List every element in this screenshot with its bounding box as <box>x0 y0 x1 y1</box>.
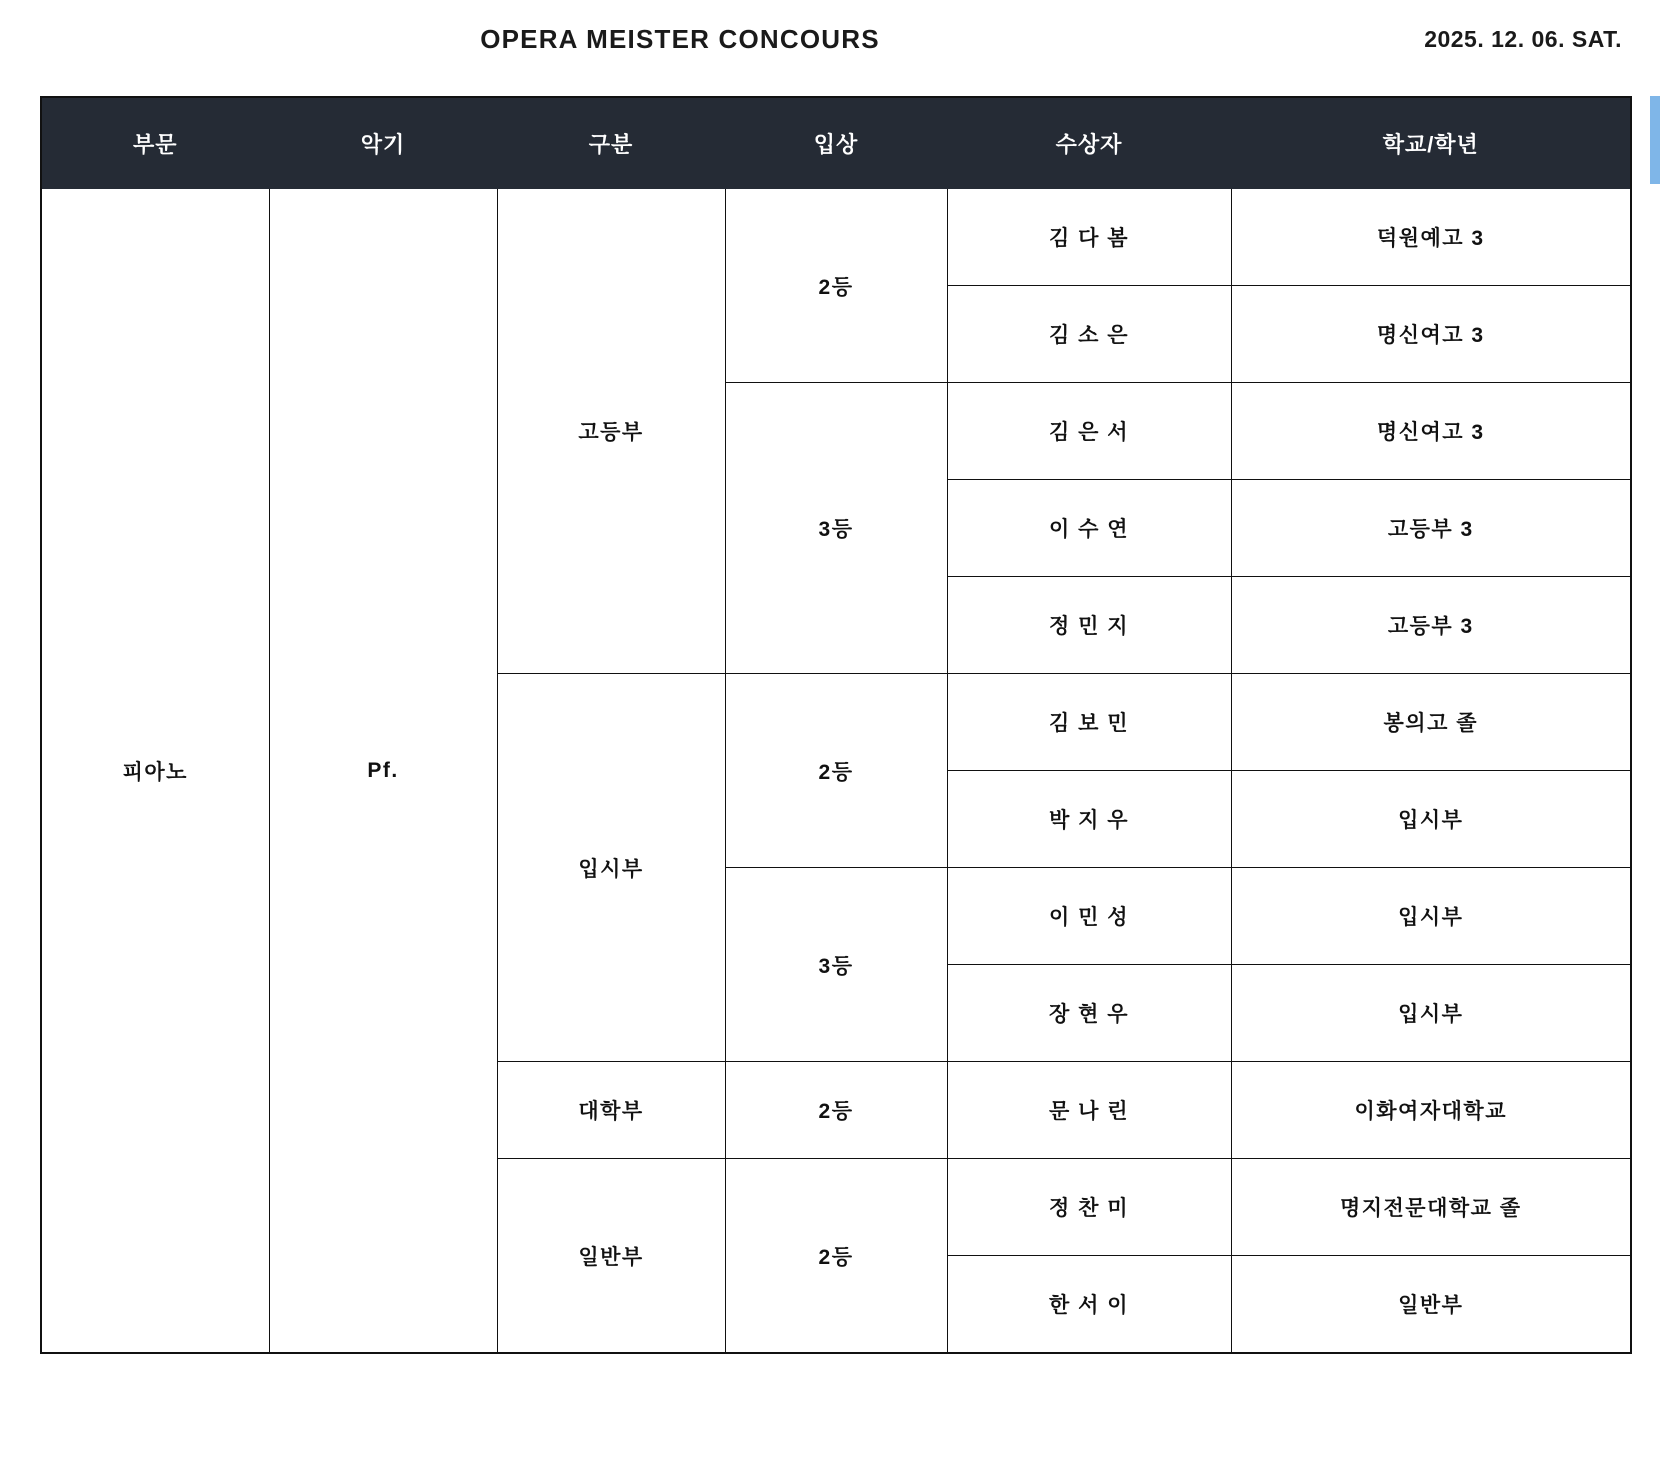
column-header-school: 학교/학년 <box>1231 97 1631 189</box>
cell-winner: 김 보 민 <box>947 674 1231 771</box>
column-header-prize: 입상 <box>725 97 947 189</box>
page-title: OPERA MEISTER CONCOURS <box>480 24 880 54</box>
table-row <box>41 189 1631 286</box>
cell-winner: 김 소 은 <box>947 286 1231 383</box>
cell-school: 덕원예고 3 <box>1231 189 1631 286</box>
column-header-part: 부문 <box>41 97 269 189</box>
cell-division: 입시부 <box>497 674 725 1062</box>
cell-prize: 3등 <box>725 868 947 1062</box>
cell-prize: 2등 <box>725 1159 947 1354</box>
cell-prize: 2등 <box>725 189 947 383</box>
cell-winner: 이 수 연 <box>947 480 1231 577</box>
cell-school: 봉의고 졸 <box>1231 674 1631 771</box>
cell-school: 명신여고 3 <box>1231 383 1631 480</box>
cell-winner: 이 민 성 <box>947 868 1231 965</box>
column-header-division: 구분 <box>497 97 725 189</box>
cell-winner: 김 은 서 <box>947 383 1231 480</box>
cell-division: 고등부 <box>497 189 725 674</box>
table-body <box>41 189 1631 1354</box>
results-table-wrapper <box>40 96 1630 1354</box>
cell-prize: 2등 <box>725 674 947 868</box>
cell-school: 입시부 <box>1231 868 1631 965</box>
scrollbar-indicator[interactable] <box>1650 96 1660 184</box>
cell-winner: 정 민 지 <box>947 577 1231 674</box>
cell-winner: 김 다 봄 <box>947 189 1231 286</box>
document-date: 2025. 12. 06. SAT. <box>1424 26 1622 52</box>
results-table <box>40 96 1632 1354</box>
cell-winner: 문 나 린 <box>947 1062 1231 1159</box>
cell-division: 일반부 <box>497 1159 725 1354</box>
document-header <box>0 24 1660 68</box>
cell-school: 명신여고 3 <box>1231 286 1631 383</box>
cell-part: 피아노 <box>41 189 269 1354</box>
cell-school: 명지전문대학교 졸 <box>1231 1159 1631 1256</box>
column-header-winner: 수상자 <box>947 97 1231 189</box>
column-header-instrument: 악기 <box>269 97 497 189</box>
cell-division: 대학부 <box>497 1062 725 1159</box>
cell-school: 입시부 <box>1231 965 1631 1062</box>
cell-winner: 박 지 우 <box>947 771 1231 868</box>
cell-school: 이화여자대학교 <box>1231 1062 1631 1159</box>
cell-winner: 장 현 우 <box>947 965 1231 1062</box>
cell-prize: 3등 <box>725 383 947 674</box>
cell-school: 고등부 3 <box>1231 577 1631 674</box>
cell-winner: 정 찬 미 <box>947 1159 1231 1256</box>
cell-school: 일반부 <box>1231 1256 1631 1354</box>
cell-prize: 2등 <box>725 1062 947 1159</box>
cell-winner: 한 서 이 <box>947 1256 1231 1354</box>
table-header-row <box>41 97 1631 189</box>
cell-instrument: Pf. <box>269 189 497 1354</box>
cell-school: 입시부 <box>1231 771 1631 868</box>
cell-school: 고등부 3 <box>1231 480 1631 577</box>
